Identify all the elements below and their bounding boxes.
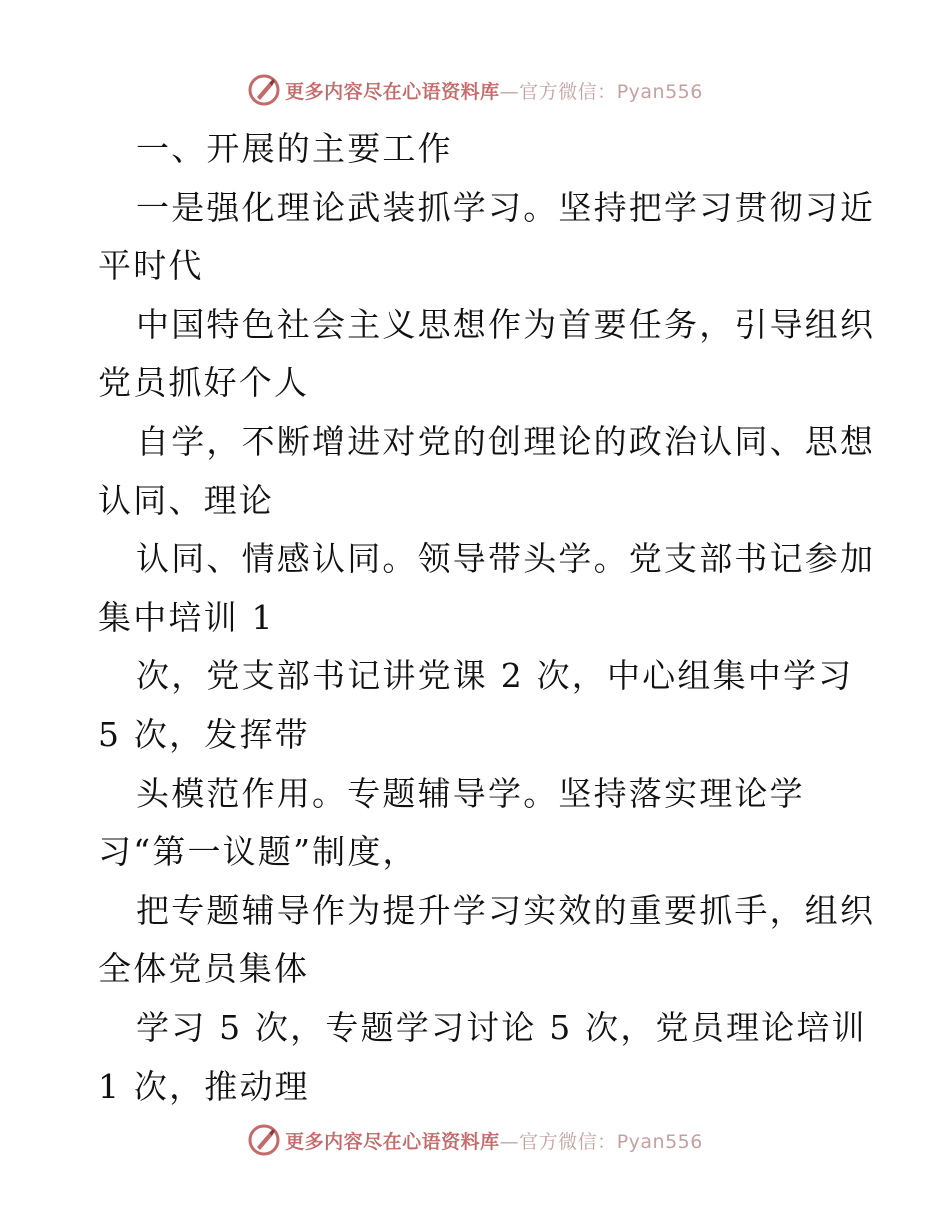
footer-watermark-banner [0, 1120, 950, 1160]
text-line: 1 次，推动理 [98, 1066, 310, 1106]
header-brand: 更多内容尽在心语资料库 [285, 80, 500, 103]
text-line: 集中培训 1 [98, 597, 275, 637]
header-separator: — [499, 80, 520, 103]
header-wechat-label: 官方微信： [519, 80, 617, 103]
document-body [98, 120, 876, 1116]
header-wechat-id: Pyan556 [616, 80, 703, 103]
text-line: 自学，不断增进对党的创理论的政治认同、思想 [136, 421, 876, 461]
footer-wechat-label: 官方微信： [519, 1130, 617, 1153]
text-line: 次，党支部书记讲党课 2 次，中心组集中学习 [136, 656, 854, 696]
footer-separator: — [499, 1130, 520, 1153]
text-line: 党员抓好个人 [98, 363, 310, 403]
text-line: 5 次，发挥带 [98, 714, 310, 754]
header-watermark-banner [0, 70, 950, 110]
footer-banner-text [285, 1127, 703, 1154]
pen-logo-icon [247, 1123, 281, 1157]
text-line: 一、开展的主要工作 [136, 129, 453, 168]
text-line: 一是强化理论武装抓学习。坚持把学习贯彻习近 [136, 187, 876, 227]
text-line: 学习 5 次，专题学习讨论 5 次，党员理论培训 [136, 1007, 867, 1047]
text-line: 认同、理论 [98, 480, 274, 520]
text-line: 平时代 [98, 246, 204, 286]
footer-wechat-id: Pyan556 [616, 1130, 703, 1153]
text-line: 全体党员集体 [98, 949, 310, 989]
text-line: 认同、情感认同。领导带头学。党支部书记参加 [136, 539, 876, 579]
footer-brand: 更多内容尽在心语资料库 [285, 1130, 500, 1153]
header-banner-text [285, 77, 703, 104]
text-line: 习“第一议题”制度， [98, 832, 418, 872]
text-line: 头模范作用。专题辅导学。坚持落实理论学 [136, 773, 805, 813]
pen-logo-icon [247, 73, 281, 107]
text-line: 中国特色社会主义思想作为首要任务，引导组织 [136, 304, 876, 344]
text-line: 把专题辅导作为提升学习实效的重要抓手，组织 [136, 890, 876, 930]
